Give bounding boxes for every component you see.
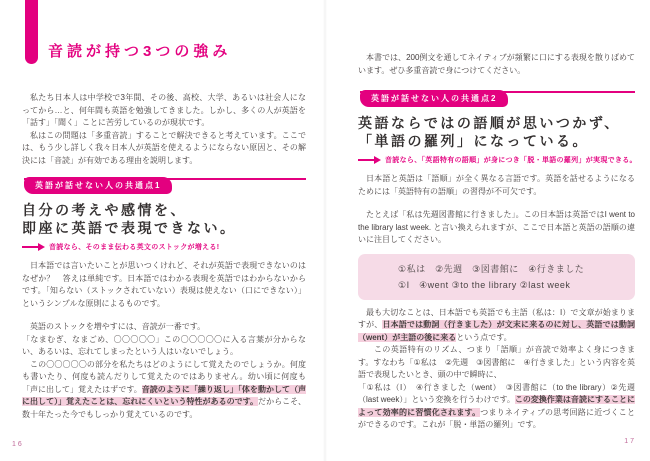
body-paragraph: 「なまむぎ、なまごめ、〇〇〇〇〇」この〇〇〇〇〇に入る言葉が分からない、あるいは、忘れてしまったという人はいないでしょう。 bbox=[22, 334, 306, 356]
text-segment: この〇〇〇〇〇の部分を私たちはどのようにして覚えたのでしょうか。何度も書いたり、何度も読んだりして覚えたのではありません。幼い頃に何度も「声に出して」覚えたはずです。 bbox=[22, 359, 306, 394]
headline-line: 英語ならではの語順が思いつかず、 bbox=[358, 115, 621, 131]
paragraph-spacer bbox=[358, 198, 635, 209]
text-segment: という点です。 bbox=[456, 332, 512, 342]
highlighted-text: この変換作業は音読にすることによって効率的に習慣化されます。 bbox=[358, 395, 635, 417]
body-paragraph: この英語特有のリズム、つまり「語順」が音読で効率よく身につきます。すなわち「①私は ②先週 ③図書館に ④行きました」という内容を英語で表現したいとき、頭の中で瞬時に、 bbox=[358, 345, 635, 379]
arrow-note bbox=[358, 155, 635, 165]
body-paragraph bbox=[358, 382, 635, 432]
intro-paragraph: 私はこの問題は「多重音読」することで解決できると考えています。ここでは、もう少し詳しく我々日本人が英語を使えるようにならない原因と、その解決には「音読」が有効である理由を説明します。 bbox=[22, 130, 306, 165]
section-headline bbox=[22, 201, 306, 237]
section-badge: 英語が話せない人の共通点2 bbox=[360, 90, 508, 107]
page-number: 16 bbox=[12, 441, 24, 448]
body-paragraph bbox=[358, 307, 635, 345]
text-segment: 最も大切なことは、日本語でも英語でも主語（私は：I）で文章が始まりますが、 bbox=[358, 307, 635, 329]
intro-paragraph: 本書では、200例文を通してネイティブが頻繁に口にする表現を散りばめています。ぜひ多重音読で身につけてください。 bbox=[358, 53, 635, 75]
text-segment: つまりネイティブの思考回路に近づくことができるのです。これが「脱・単語の羅列」です。 bbox=[358, 407, 636, 429]
body-paragraph bbox=[22, 359, 306, 422]
section-badge: 英語が話せない人の共通点1 bbox=[24, 177, 172, 194]
text-segment: 「①私は（I） ④行きました（went） ③図書館に（to the library）②先週（last week）」という変換を行うわけです。 bbox=[358, 382, 635, 404]
page-gutter bbox=[323, 0, 327, 461]
right-arrow-icon bbox=[22, 246, 39, 248]
arrow-note bbox=[22, 242, 306, 252]
body-paragraph: 英語のストックを増やすには、音読が一番です。 bbox=[30, 322, 206, 331]
word-order-example-box bbox=[358, 254, 635, 300]
headline-line: 即座に英語で表現できない。 bbox=[22, 220, 237, 236]
text-segment: だからこそ、数十年たった今でもしっかり覚えているのです。 bbox=[22, 397, 307, 419]
note-text: 音読なら、そのまま伝わる英文のストックが増える! bbox=[49, 244, 220, 251]
section-badge-row bbox=[358, 90, 635, 105]
section-badge-row bbox=[22, 177, 306, 192]
example-english-order: ①I ④went ③to the library ②last week bbox=[398, 279, 571, 290]
headline-line: 自分の考えや感情を、 bbox=[22, 202, 187, 218]
paragraph-spacer bbox=[22, 310, 306, 321]
note-text: 音読なら、「英語特有の語順」が身につき「脱・単語の羅列」が実現できる。 bbox=[385, 157, 637, 164]
highlighted-text: 音読のように「繰り返し」「体を動かして（声に出して）」覚えたことは、忘れにくいという特性があるのです。 bbox=[22, 384, 307, 406]
section-headline bbox=[358, 114, 635, 150]
intro-paragraph: 私たち日本人は中学校で3年間、その後、高校、大学、あるいは社会人になってから…と、何年間も英語を勉強してきました。しかし、多くの人が英語を「話す」「聞く」ことに苦労しているのが現状です。 bbox=[22, 93, 306, 127]
body-paragraph: 日本語では言いたいことが思いつくけれど、それが英語で表現できないのはなぜか？ 答えは単純です。日本語ではわかる表現を英語ではわからないからです。「知らない（ストックされていない）表現は使えない（口にできない）」というシンプルな原則によるものです。 bbox=[22, 261, 306, 308]
body-paragraph: たとえば「私は先週図書館に行きました」。この日本語は英語ではI went to the library last week. と言い換えられますが、ここで日本語と英語の語順の違いに注目してください。 bbox=[358, 210, 635, 244]
chapter-title-bar bbox=[25, 0, 38, 64]
headline-line: 「単語の羅列」になっている。 bbox=[358, 133, 589, 149]
page-number: 17 bbox=[624, 438, 636, 445]
highlighted-text: 日本語では動詞（行きました）が文末に来るのに対し、英語では動詞（went）が主語の後に来る bbox=[358, 320, 636, 342]
example-japanese-order: ①私は ②先週 ③図書館に ④行きました bbox=[398, 263, 585, 274]
right-arrow-icon bbox=[358, 159, 375, 161]
right-page bbox=[325, 0, 650, 461]
body-paragraph: 日本語と英語は「語順」が全く異なる言語です。英語を話せるようになるためには「英語特有の語順」の習得が不可欠です。 bbox=[358, 174, 635, 196]
chapter-title: 音読が持つ3つの強み bbox=[48, 43, 232, 60]
